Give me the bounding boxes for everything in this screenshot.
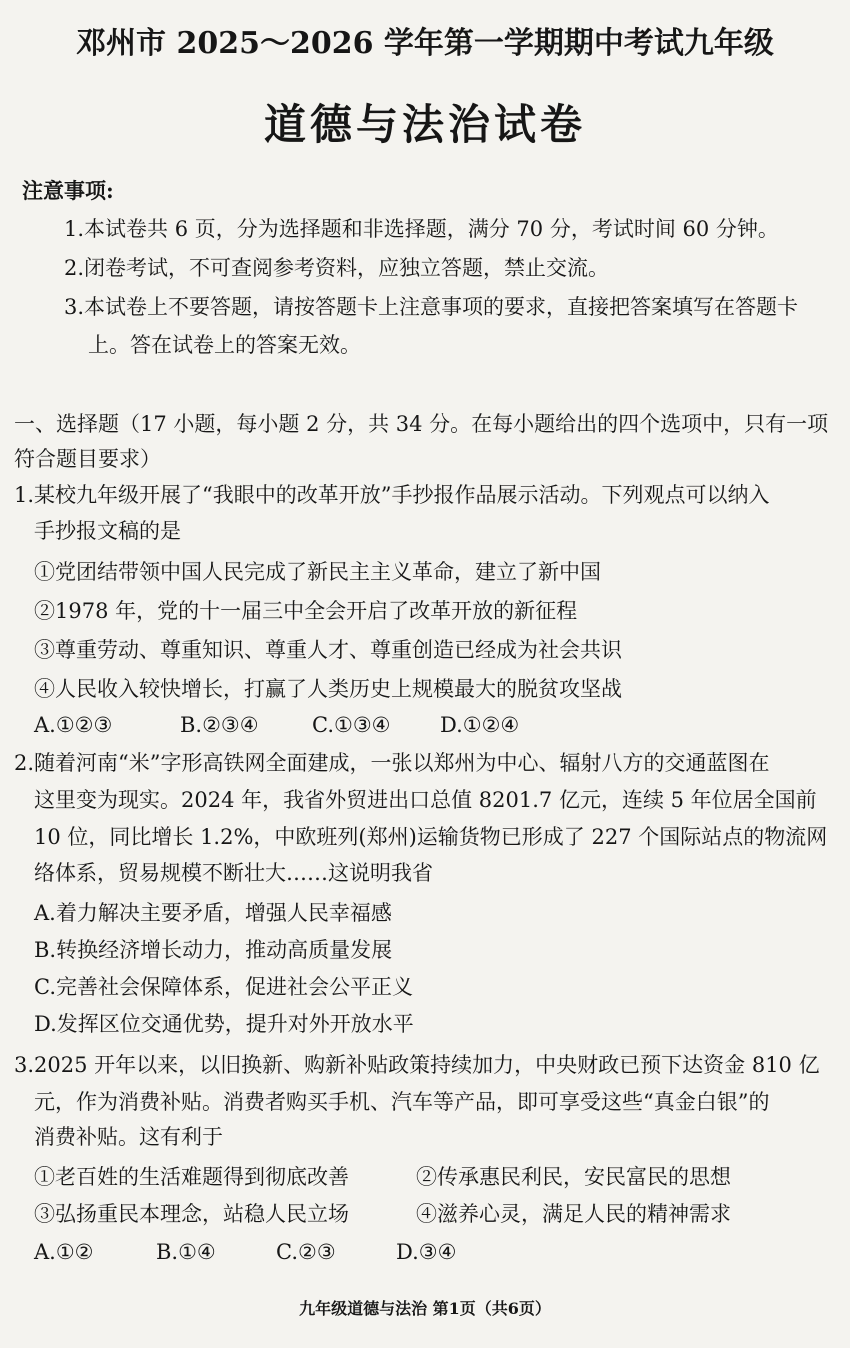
q1-option-b: B.②③④ [180,713,259,737]
q1-option-d: D.①②④ [440,713,520,737]
notice-item-1: 1.本试卷共 6 页，分为选择题和非选择题，满分 70 分，考试时间 60 分钟。 [64,217,779,241]
subject-title: 道德与法治试卷 [263,100,586,149]
q1-stem-cont: 手抄报文稿的是 [34,519,181,543]
q2-option-c: C.完善社会保障体系，促进社会公平正义 [34,975,413,999]
q2-stem-cont-2: 10 位，同比增长 1.2%，中欧班列(郑州)运输货物已形成了 227 个国际站点的物流网 [34,825,828,849]
notice-item-3: 3.本试卷上不要答题，请按答题卡上注意事项的要求，直接把答案填写在答题卡 [64,295,799,319]
exam-title: 邓州市 2025～2026 学年第一学期期中考试九年级 [76,26,774,61]
notice-heading: 注意事项: [22,178,114,203]
q1-statement-1: ①党团结带领中国人民完成了新民主主义革命，建立了新中国 [34,560,601,584]
q3-statement-4: ④滋养心灵，满足人民的精神需求 [416,1202,731,1226]
q1-stem: 1.某校九年级开展了“我眼中的改革开放”手抄报作品展示活动。下列观点可以纳入 [14,483,770,507]
section-heading: 一、选择题（17 小题，每小题 2 分，共 34 分。在每小题给出的四个选项中，只有一项 [14,412,829,436]
q3-stem: 3.2025 开年以来，以旧换新、购新补贴政策持续加力，中央财政已预下达资金 810 亿 [14,1053,820,1077]
q3-option-d: D.③④ [396,1240,457,1264]
q1-statement-2: ②1978 年，党的十一届三中全会开启了改革开放的新征程 [34,599,578,623]
q2-option-a: A.着力解决主要矛盾，增强人民幸福感 [34,901,392,925]
q2-option-d: D.发挥区位交通优势，提升对外开放水平 [34,1012,414,1036]
q2-stem-cont-1: 这里变为现实。2024 年，我省外贸进出口总值 8201.7 亿元，连续 5 年位居全国前 [34,788,817,812]
q3-option-c: C.②③ [276,1240,336,1264]
q2-stem: 2.随着河南“米”字形高铁网全面建成，一张以郑州为中心、辐射八方的交通蓝图在 [14,751,770,775]
q3-statement-2: ②传承惠民利民，安民富民的思想 [416,1165,731,1189]
q3-stem-cont-2: 消费补贴。这有利于 [34,1125,223,1149]
q1-option-a: A.①②③ [34,713,113,737]
q1-statement-4: ④人民收入较快增长，打赢了人类历史上规模最大的脱贫攻坚战 [34,677,622,701]
q2-stem-cont-3: 络体系，贸易规模不断壮大……这说明我省 [34,861,433,885]
q2-option-b: B.转换经济增长动力，推动高质量发展 [34,938,393,962]
q1-option-c: C.①③④ [312,713,391,737]
page-footer: 九年级道德与法治 第1页（共6页） [299,1299,551,1318]
q3-stem-cont-1: 元，作为消费补贴。消费者购买手机、汽车等产品，即可享受这些“真金白银”的 [34,1090,770,1114]
notice-item-3-cont: 上。答在试卷上的答案无效。 [88,333,361,357]
q3-option-b: B.①④ [156,1240,216,1264]
q3-option-a: A.①② [34,1240,94,1264]
q3-statement-1: ①老百姓的生活难题得到彻底改善 [34,1165,349,1189]
q1-statement-3: ③尊重劳动、尊重知识、尊重人才、尊重创造已经成为社会共识 [34,638,622,662]
notice-item-2: 2.闭卷考试，不可查阅参考资料，应独立答题，禁止交流。 [64,256,610,280]
q3-statement-3: ③弘扬重民本理念，站稳人民立场 [34,1202,349,1226]
section-heading-cont: 符合题目要求） [14,447,161,471]
